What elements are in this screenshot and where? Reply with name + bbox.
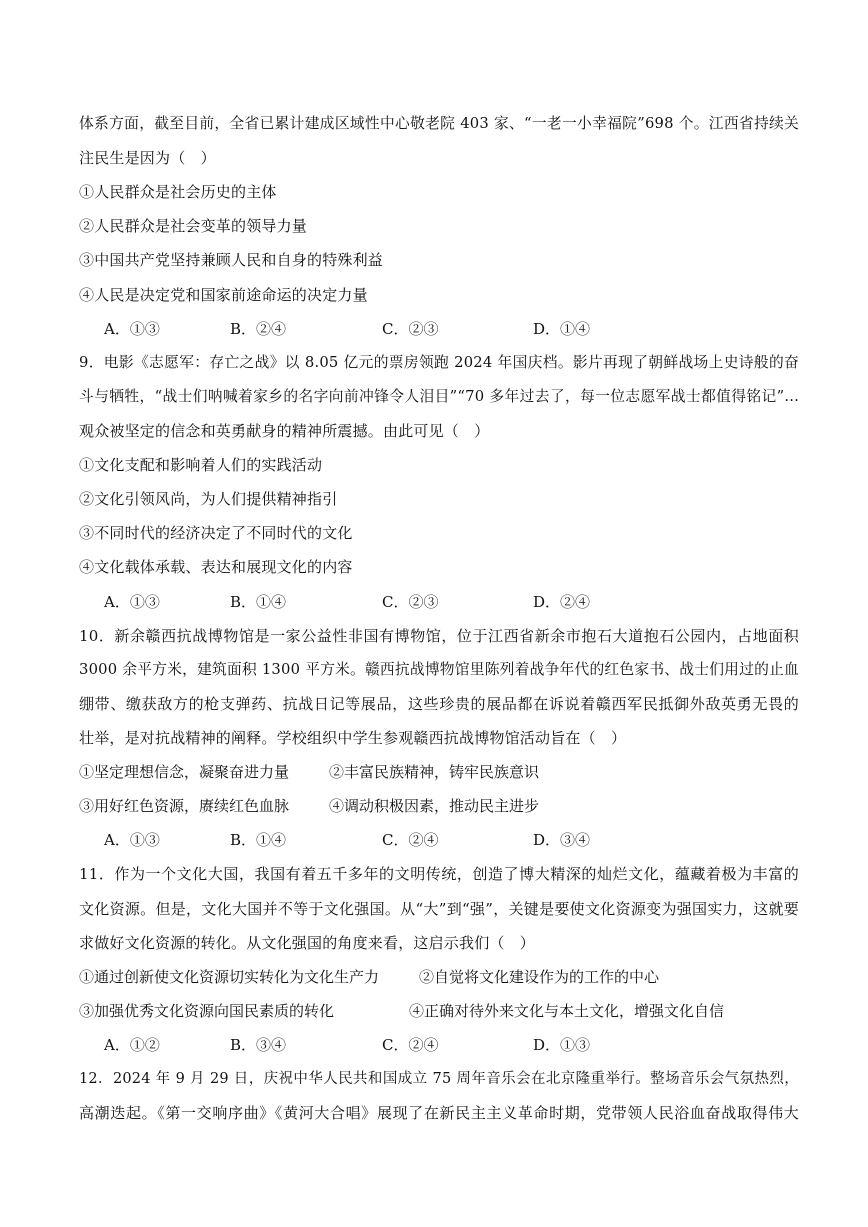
- q9-item-4: ④文化载体承载、表达和展现文化的内容: [79, 558, 353, 576]
- q10-text-line-4: 壮举，是对抗战精神的阐释。学校组织中学生参观赣西抗战博物馆活动旨在（ ）: [79, 729, 627, 747]
- q10-item-1: ①坚定理想信念，凝聚奋进力量: [79, 763, 290, 781]
- q11-item-row-1: [79, 967, 799, 987]
- q10-option-d[interactable]: D．③④: [533, 831, 591, 849]
- q9-item-2: ②文化引领风尚，为人们提供精神指引: [79, 490, 338, 508]
- q11-item-4: ④正确对待外来文化与本土文化，增强文化自信: [409, 1002, 725, 1020]
- q11-option-c[interactable]: C．②④: [382, 1036, 439, 1054]
- q9-option-b[interactable]: B．①④: [230, 593, 287, 611]
- q10-item-row-2: [79, 796, 799, 816]
- q10-option-c[interactable]: C．②④: [382, 831, 439, 849]
- q10-text-line-2: 3000 余平方米，建筑面积 1300 平方米。赣西抗战博物馆里陈列着战争年代的红色家书、战士们用过的止血: [79, 661, 799, 678]
- q9-item-1: ①文化支配和影响着人们的实践活动: [79, 456, 323, 474]
- q10-text-line-1: 10．新余赣西抗战博物馆是一家公益性非国有博物馆，位于江西省新余市抱石大道抱石公园内，占地面积: [79, 627, 799, 645]
- q8-options: [104, 319, 824, 339]
- q9-text-line-3: 观众被坚定的信念和英勇献身的精神所震撼。由此可见（ ）: [79, 422, 490, 440]
- q11-option-a[interactable]: A．①②: [104, 1036, 160, 1054]
- q11-option-d[interactable]: D．①③: [533, 1036, 591, 1054]
- q10-text-line-3: 绷带、缴获敌方的枪支弹药、抗战日记等展品，这些珍贵的展品都在诉说着赣西军民抵御外敌英勇无畏的: [79, 695, 799, 713]
- q11-text-line-2: 文化资源。但是，文化大国并不等于文化强国。从“大”到“强”，关键是要使文化资源变为强国实力，这就要: [79, 900, 799, 918]
- q8-option-c[interactable]: C．②③: [382, 320, 439, 338]
- q8-text-line-1: 体系方面，截至目前，全省已累计建成区域性中心敬老院 403 家、“一老一小幸福院”698 个。江西省持续关: [79, 115, 799, 132]
- q8-option-b[interactable]: B．②④: [230, 320, 287, 338]
- q9-options: [104, 592, 824, 612]
- q10-option-a[interactable]: A．①③: [104, 831, 160, 849]
- q12-text-line-1: 12．2024 年 9 月 29 日，庆祝中华人民共和国成立 75 周年音乐会在北京隆重举行。整场音乐会气氛热烈，: [79, 1071, 799, 1087]
- q12-text-line-2: 高潮迭起。《第一交响序曲》《黄河大合唱》展现了在新民主主义革命时期，党带领人民浴血奋战取得伟大: [79, 1104, 799, 1122]
- q10-options: [104, 830, 824, 850]
- q8-item-4: ④人民是决定党和国家前途命运的决定力量: [79, 286, 368, 304]
- q11-item-3: ③加强优秀文化资源向国民素质的转化: [79, 1002, 335, 1020]
- q11-options: [104, 1035, 824, 1055]
- q10-item-2: ②丰富民族精神，铸牢民族意识: [329, 763, 540, 781]
- q9-option-c[interactable]: C．②③: [382, 593, 439, 611]
- q9-text-line-2: 斗与牺牲，“战士们呐喊着家乡的名字向前冲锋令人泪目”“70 多年过去了，每一位志愿军战士都值得铭记”...: [79, 388, 799, 405]
- q11-text-line-3: 求做好文化资源的转化。从文化强国的角度来看，这启示我们（ ）: [79, 934, 536, 952]
- q10-item-row-1: [79, 762, 799, 782]
- q9-item-3: ③不同时代的经济决定了不同时代的文化: [79, 524, 353, 542]
- q8-option-a[interactable]: A．①③: [104, 320, 160, 338]
- q8-text-line-2: 注民生是因为（ ）: [79, 149, 216, 167]
- q10-item-4: ④调动积极因素，推动民主进步: [329, 797, 540, 815]
- q8-item-1: ①人民群众是社会历史的主体: [79, 183, 277, 201]
- q8-item-2: ②人民群众是社会变革的领导力量: [79, 217, 308, 235]
- q11-text-line-1: 11．作为一个文化大国，我国有着五千多年的文明传统，创造了博大精深的灿烂文化，蕴藏着极为丰富的: [79, 865, 799, 883]
- q11-item-2: ②自觉将文化建设作为的工作的中心: [419, 968, 660, 986]
- q8-item-3: ③中国共产党坚持兼顾人民和自身的特殊利益: [79, 251, 384, 269]
- q9-option-d[interactable]: D．②④: [533, 593, 591, 611]
- q11-item-1: ①通过创新使文化资源切实转化为文化生产力: [79, 968, 380, 986]
- q9-text-line-1: 9．电影《志愿军：存亡之战》以 8.05 亿元的票房领跑 2024 年国庆档。影片再现了朝鲜战场上史诗般的奋: [79, 354, 799, 371]
- q8-option-d[interactable]: D．①④: [533, 320, 591, 338]
- q11-option-b[interactable]: B．③④: [230, 1036, 287, 1054]
- q11-item-row-2: [79, 1001, 799, 1021]
- q9-option-a[interactable]: A．①③: [104, 593, 160, 611]
- q10-option-b[interactable]: B．①④: [230, 831, 287, 849]
- q10-item-3: ③用好红色资源，赓续红色血脉: [79, 797, 290, 815]
